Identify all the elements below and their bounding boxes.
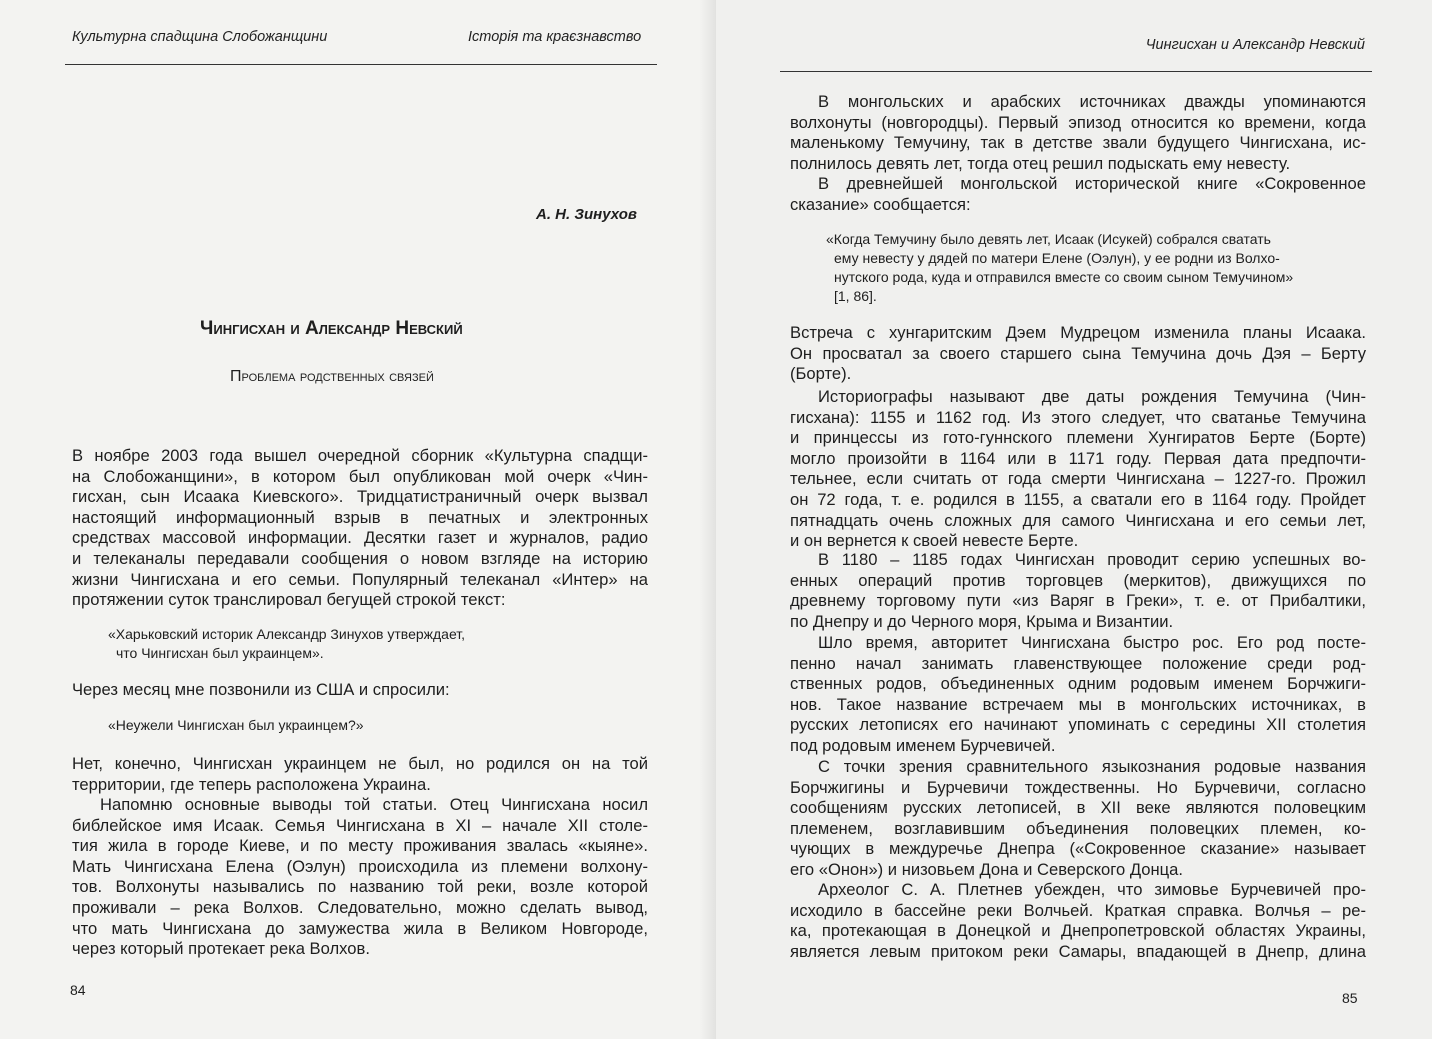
text-line: могло произойти в 1164 или в 1171 году. Первая дата предпочти- bbox=[790, 448, 1366, 468]
text-line: чующих в междуречье Днепра («Сокровенное сказание» называет bbox=[790, 839, 1366, 859]
text-line: на Слобожанщини», в котором был опубликован мой очерк «Чин- bbox=[72, 466, 648, 486]
text-line: под родовым именем Бурчевичей. bbox=[790, 736, 1056, 755]
text-line: сказание» сообщается: bbox=[790, 194, 971, 214]
text-line: Через месяц мне позвонили из США и спросили: bbox=[72, 680, 450, 699]
page-number: 85 bbox=[1342, 990, 1358, 1006]
text-line: В ноябре 2003 года вышел очередной сборник «Культурна спадщи- bbox=[72, 446, 648, 465]
text-line: Историографы называют две даты рождения Темучина (Чин- bbox=[818, 387, 1366, 406]
text-line: территории, где теперь расположена Украина. bbox=[72, 774, 431, 794]
text-line: и телеканалы передавали сообщения о новом взгляде на историю bbox=[72, 549, 648, 568]
quote-line: «Неужели Чингисхан был украинцем?» bbox=[108, 717, 364, 733]
text-line: исходило в бассейне реки Волчьей. Краткая справка. Волчья – ре- bbox=[790, 900, 1366, 920]
text-line: средствах массовой информации. Десятки газет и журналов, радио bbox=[72, 528, 648, 548]
text-line: Археолог С. А. Плетнев убежден, что зимовье Бурчевичей про- bbox=[818, 880, 1366, 899]
text-line: тельнее, если считать от года смерти Чингисхана – 1227-го. Прожил bbox=[790, 469, 1366, 489]
text-line: В монгольских и арабских источниках дважды упоминаются bbox=[818, 92, 1366, 111]
text-line: маленькому Темучину, так в детстве звали будущего Чингисхана, ис- bbox=[790, 133, 1366, 153]
text-line: Борчжигины и Бурчевичи тождественны. Но Бурчевичи, согласно bbox=[790, 777, 1366, 797]
text-line: его «Онон») и низовьем Дона и Северского Донца. bbox=[790, 860, 1183, 879]
running-header-right: Чингисхан и Александр Невский bbox=[1145, 37, 1365, 53]
text-line: пятнадцать очень сложных для самого Чингисхана и его семьи лет, bbox=[790, 510, 1366, 530]
text-line: енных операций против торговцев (меркитов), движущихся по bbox=[790, 570, 1366, 590]
quote-line: ему невесту у дядей по матери Елене (Оэлун), у ее родни из Волхо- bbox=[834, 250, 1280, 266]
header-rule bbox=[780, 71, 1372, 72]
quote-line: [1, 86]. bbox=[834, 288, 877, 304]
text-line: проживали – река Волхов. Следовательно, можно сделать вывод, bbox=[72, 898, 648, 917]
text-line: ка, протекающая в Донецкой и Днепропетровской областях Украины, bbox=[790, 921, 1366, 941]
text-line: Встреча с хунгаритским Дэем Мудрецом изменила планы Исаака. bbox=[790, 323, 1366, 342]
right-page bbox=[716, 0, 1432, 1039]
text-line: гисхан, сын Исаака Киевского». Тридцатистраничный очерк вызвал bbox=[72, 487, 648, 507]
article-title: Чингисхан и Александр Невский bbox=[200, 318, 463, 339]
text-line: Напомню основные выводы той статьи. Отец Чингисхана носил bbox=[100, 795, 648, 814]
text-line: жизни Чингисхана и его семьи. Популярный телеканал «Интер» на bbox=[72, 569, 648, 589]
quote-line: нутского рода, куда и отправился вместе со своим сыном Темучином» bbox=[834, 269, 1294, 285]
page-number: 84 bbox=[70, 982, 86, 998]
text-line: нов. Такое название встречаем мы в монгольских источниках, в bbox=[790, 694, 1366, 714]
text-line: гисхана): 1155 и 1162 год. Из этого следует, что сватанье Темучина bbox=[790, 407, 1366, 427]
article-author: А. Н. Зинухов bbox=[536, 206, 637, 223]
text-line: он 72 года, т. е. родился в 1155, а сватали его в 1164 году. Пройдет bbox=[790, 490, 1366, 509]
text-line: пенно начал занимать главенствующее положение среди род- bbox=[790, 653, 1366, 673]
text-line: через который протекает река Волхов. bbox=[72, 939, 370, 959]
text-line: что мать Чингисхана до замужества жила в Великом Новгороде, bbox=[72, 918, 648, 938]
running-header-section: Історія та краєзнавство bbox=[468, 29, 642, 45]
text-line: племенем, возглавившим объединения половецких племен, ко- bbox=[790, 818, 1366, 838]
text-line: волхонуты (новгородцы). Первый эпизод относится ко времени, когда bbox=[790, 112, 1366, 132]
text-line: протяжении суток транслировал бегущей строкой текст: bbox=[72, 590, 506, 610]
text-line: В 1180 – 1185 годах Чингисхан проводит серию успешных во- bbox=[818, 550, 1366, 569]
text-line: по Днепру и до Черного моря, Крыма и Византии. bbox=[790, 611, 1174, 631]
text-line: ственных родов, объединенных одним родовым именем Борчжиги- bbox=[790, 674, 1366, 694]
text-line: Он просватал за своего старшего сына Темучина дочь Дэя – Берту bbox=[790, 343, 1366, 363]
running-header-left: Культурна спадщина Слобожанщини bbox=[72, 29, 328, 45]
quote-line: «Когда Темучину было девять лет, Исаак (Исукей) собрался сватать bbox=[826, 231, 1271, 247]
text-line: Шло время, авторитет Чингисхана быстро рос. Его род посте- bbox=[818, 633, 1366, 652]
text-line: (Борте). bbox=[790, 364, 852, 384]
text-line: тов. Волхонуты назывались по названию той реки, возле которой bbox=[72, 877, 648, 897]
text-line: библейское имя Исаак. Семья Чингисхана в XI – начале XII столе- bbox=[72, 815, 648, 835]
text-line: и он вернется к своей невесте Берте. bbox=[790, 531, 1079, 551]
text-line: является левым притоком реки Самары, впадающей в Днепр, длина bbox=[790, 941, 1366, 961]
text-line: полнилось девять лет, тогда отец решил подыскать ему невесту. bbox=[790, 153, 1291, 173]
text-line: русских летописях его начинают упоминать с середины XII столетия bbox=[790, 715, 1366, 735]
text-line: Нет, конечно, Чингисхан украинцем не был, но родился он на той bbox=[72, 754, 648, 773]
text-line: древнему торговому пути «из Варяг в Греки», т. е. от Прибалтики, bbox=[790, 591, 1366, 611]
quote-line: «Харьковский историк Александр Зинухов утверждает, bbox=[108, 626, 466, 642]
text-line: В древнейшей монгольской исторической книге «Сокровенное bbox=[818, 174, 1366, 193]
article-subtitle: Проблема родственных связей bbox=[230, 368, 434, 385]
quote-line: что Чингисхан был украинцем». bbox=[116, 644, 324, 661]
header-rule bbox=[65, 64, 657, 65]
text-line: сообщениям русских летописей, в XII веке являются половецким bbox=[790, 798, 1366, 818]
text-line: Мать Чингисхана Елена (Оэлун) происходила из племени волхону- bbox=[72, 856, 648, 876]
text-line: настоящий информационный взрыв в печатных и электронных bbox=[72, 507, 648, 527]
text-line: тия жила в городе Киеве, и по месту проживания звалась «кыяне». bbox=[72, 836, 648, 856]
text-line: С точки зрения сравнительного языкознания родовые названия bbox=[818, 757, 1366, 776]
text-line: и принцессы из гото-гуннского племени Хунгиратов Берте (Борте) bbox=[790, 428, 1366, 448]
